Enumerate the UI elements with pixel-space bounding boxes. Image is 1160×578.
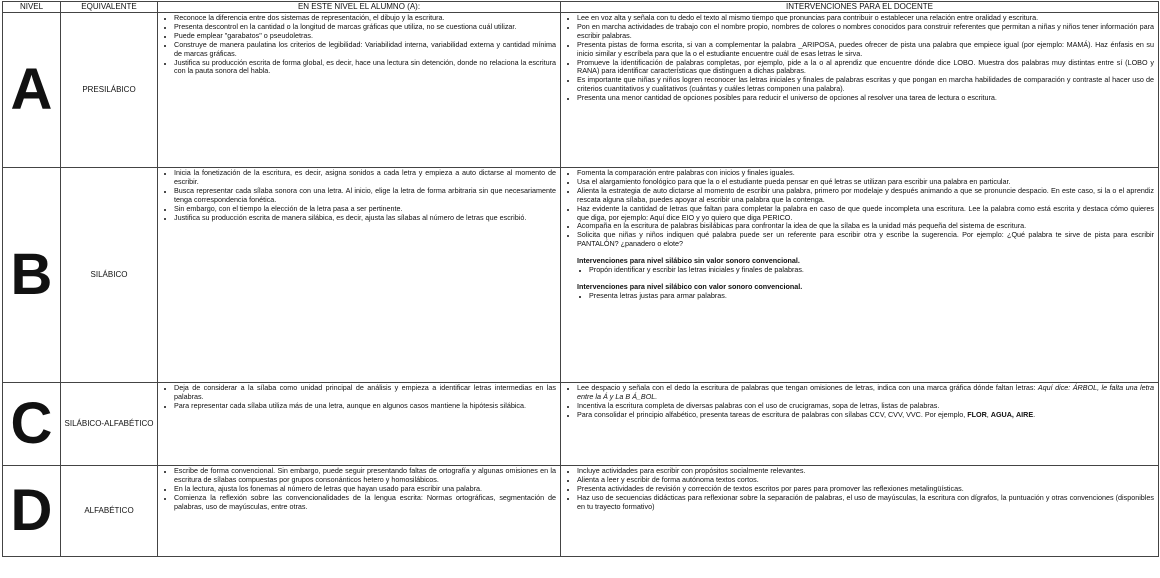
level-row-d — [3, 466, 1159, 557]
example-word: AIRE — [1015, 409, 1034, 419]
example-text: Aquí dice: ÁRBOL, le falta una letra entre la Á y La B Á_BOL. — [577, 383, 1154, 401]
list-item: • Haz evidente la cantidad de letras que faltan para completar la palabra en caso de que quede incompleta una escritura. Lee la palabra como está escrita y destaca cómo quieres que diga, por ejemplo: Aquí dice EIO y yo quiero que diga PERICO. — [577, 205, 1158, 223]
list-item: • Para representar cada sílaba utiliza más de una letra, aunque en algunos casos mantiene la hipótesis silábica. — [174, 402, 560, 411]
list-item: • Alienta a leer y escribir de forma autónoma textos cortos. — [577, 476, 1158, 485]
list-item: • Presenta actividades de revisión y corrección de textos escritos por pares para promover las reflexiones metalingüísticas. — [577, 485, 1158, 494]
level-cell — [3, 466, 61, 557]
list-item: • Acompaña en la escritura de palabras bisilábicas para confrontar la idea de que la sílaba es la unidad más pequeña del sistema de escritura. — [577, 222, 1158, 231]
alumno-cell — [158, 383, 561, 466]
docente-list — [561, 467, 1158, 512]
alumno-list — [158, 14, 560, 76]
example-word: AGUA, — [990, 409, 1014, 419]
level-letter: C — [10, 391, 53, 456]
list-item: • Presenta una menor cantidad de opciones posibles para reducir el universo de opciones al resolver una tarea de lectura o escritura. — [577, 94, 1158, 103]
list-item: • Justifica su producción escrita de manera silábica, es decir, ajusta las sílabas al número de letras que escribió. — [174, 214, 560, 223]
header-row — [3, 2, 1159, 13]
list-item: • Justifica su producción escrita de forma global, es decir, hace una lectura sin detención, donde no relaciona la escritura con la pauta sonora del habla. — [174, 59, 560, 77]
alumno-cell — [158, 168, 561, 383]
list-item: • Puede emplear "garabatos" o pseudoletras. — [174, 32, 560, 41]
equivalente-cell: SILÁBICO — [61, 168, 158, 383]
level-cell — [3, 168, 61, 383]
list-item: • Deja de considerar a la sílaba como unidad principal de análisis y empieza a identificar letras intermedias en las palabras. — [174, 384, 560, 402]
list-item: • Presenta pistas de forma escrita, si van a complementar la palabra _ARIPOSA, puedes ofrecer de pista una palabra que empiece igual (por ejemplo: MAMÁ). Haz énfasis en su inicio similar y escríbela para que la o el estudiante encuentre cuál de esas letras le sirva. — [577, 41, 1158, 59]
alumno-list — [158, 169, 560, 222]
list-item: • Propón identificar y escribir las letras iniciales y finales de palabras. — [589, 266, 1158, 275]
list-item: • Es importante que niñas y niños logren reconocer las letras iniciales y finales de palabras escritas y que pongan en marcha habilidades de comparación y contraste al hacer uso de criterios cuantitativos y cualitativos (cuántas y cuáles letras componen una palabra). — [577, 76, 1158, 94]
alumno-cell — [158, 466, 561, 557]
list-item: • Escribe de forma convencional. Sin embargo, puede seguir presentando faltas de ortografía y algunas omisiones en la escritura de sílabas compuestas por grupos consonánticos hetero y homosilábicos. — [174, 467, 560, 485]
level-letter: A — [10, 57, 53, 122]
level-row-b — [3, 168, 1159, 383]
list-item: • Incentiva la escritura completa de diversas palabras con el uso de crucigramas, sopa de letras, listas de palabras. — [577, 402, 1158, 411]
level-row-c — [3, 383, 1159, 466]
item-end: . — [1033, 409, 1036, 419]
list-item — [577, 384, 1158, 402]
list-item: • Inicia la fonetización de la escritura, es decir, asigna sonidos a cada letra y empieza a auto dictarse al momento de escribir. — [174, 169, 560, 187]
equivalente-cell: SILÁBICO-ALFABÉTICO — [61, 383, 158, 466]
subsection-list — [561, 292, 1158, 301]
list-item: • Promueve la identificación de palabras completas, por ejemplo, pide a la o al aprendiz que encuentre dónde dice LOBO. Muestra dos palabras muy distintas entre sí (LOBO y RANA) para identificar características que distinguen a dichas palabras. — [577, 59, 1158, 77]
list-item: • Busca representar cada sílaba sonora con una letra. Al inicio, elige la letra de forma arbitraria sin que necesariamente tenga correspondencia fonética. — [174, 187, 560, 205]
level-row-a — [3, 13, 1159, 168]
level-cell — [3, 383, 61, 466]
literacy-levels-table — [2, 1, 1159, 557]
list-item: • Reconoce la diferencia entre dos sistemas de representación, el dibujo y la escritura. — [174, 14, 560, 23]
example-word: FLOR — [967, 409, 987, 419]
list-item: • En la lectura, ajusta los fonemas al número de letras que hayan usado para escribir una palabra. — [174, 485, 560, 494]
list-item: • Comienza la reflexión sobre las convencionalidades de la lengua escrita: Normas ortográficas, segmentación de palabras, uso de mayúsculas, entre otras. — [174, 494, 560, 512]
separator: , — [986, 409, 991, 419]
header-nivel: NIVEL — [3, 2, 61, 13]
docente-cell — [561, 383, 1159, 466]
list-item: • Construye de manera paulatina los criterios de legibilidad: Variabilidad interna, variabilidad externa y cantidad mínima de marcas gráficas. — [174, 41, 560, 59]
header-equivalente: EQUIVALENTE — [61, 2, 158, 13]
docente-list — [561, 384, 1158, 420]
level-letter: B — [10, 242, 53, 307]
equivalente-cell: ALFABÉTICO — [61, 466, 158, 557]
header-docente: INTERVENCIONES PARA EL DOCENTE — [561, 2, 1159, 13]
list-item: • Fomenta la comparación entre palabras con inicios y finales iguales. — [577, 169, 1158, 178]
list-item: • Incluye actividades para escribir con propósitos socialmente relevantes. — [577, 467, 1158, 476]
docente-cell — [561, 466, 1159, 557]
item-text: Lee despacio y señala con el dedo la escritura de palabras que tengan omisiones de letras, indica con una marca gráfica dónde faltan letras: — [577, 383, 1038, 392]
level-cell — [3, 13, 61, 168]
docente-cell — [561, 168, 1159, 383]
list-item: • Lee en voz alta y señala con tu dedo el texto al mismo tiempo que pronuncias para contribuir o establecer una relación entre oralidad y escritura. — [577, 14, 1158, 23]
subsection-title: Intervenciones para nivel silábico sin valor sonoro convencional. — [577, 256, 800, 266]
docente-list — [561, 169, 1158, 249]
equivalente-cell: PRESILÁBICO — [61, 13, 158, 168]
item-text: Para consolidar el principio alfabético, presenta tareas de escritura de palabras con sílabas CCV, CVV, VVC. Por ejemplo, — [577, 409, 968, 419]
list-item: • Presenta letras justas para armar palabras. — [589, 292, 1158, 301]
subsection-title: Intervenciones para nivel silábico con valor sonoro convencional. — [577, 281, 803, 291]
docente-list — [561, 14, 1158, 103]
list-item — [577, 411, 1158, 420]
list-item: • Haz uso de secuencias didácticas para reflexionar sobre la separación de palabras, el uso de mayúsculas, la escritura con dígrafos, la puntuación y otras convenciones (disponibles en tu trayecto formativo) — [577, 494, 1158, 512]
list-item: • Pon en marcha actividades de trabajo con el nombre propio, nombres de colores o nombres conocidos para construir referentes que permitan a niñas y niños tener información para escribir palabras. — [577, 23, 1158, 41]
docente-cell — [561, 13, 1159, 168]
list-item: • Sin embargo, con el tiempo la elección de la letra pasa a ser pertinente. — [174, 205, 560, 214]
alumno-cell — [158, 13, 561, 168]
alumno-list — [158, 384, 560, 411]
level-letter: D — [10, 478, 53, 543]
list-item: • Alienta la estrategia de auto dictarse al momento de escribir una palabra, primero por modelaje y después animando a que se pronuncie despacio. En este caso, si la o el aprendiz rescata alguna sílaba, puedes apoyar al escribir una palabra que la contenga. — [577, 187, 1158, 205]
subsection-list — [561, 266, 1158, 275]
alumno-list — [158, 467, 560, 512]
list-item: • Usa el alargamiento fonológico para que la o el estudiante pueda pensar en qué letras se utilizan para escribir una palabra en particular. — [577, 178, 1158, 187]
list-item: • Presenta descontrol en la cantidad o la longitud de marcas gráficas que utiliza, no se cuestiona cuál utilizar. — [174, 23, 560, 32]
header-alumno: EN ESTE NIVEL EL ALUMNO (A): — [158, 2, 561, 13]
list-item: • Solicita que niñas y niños indiquen qué palabra puede ser un referente para escribir otra y escribe la sugerencia. Por ejemplo: ¿Qué palabra te sirve de pista para escribir PANTALÓN? ¿panadero o elote? — [577, 231, 1158, 249]
